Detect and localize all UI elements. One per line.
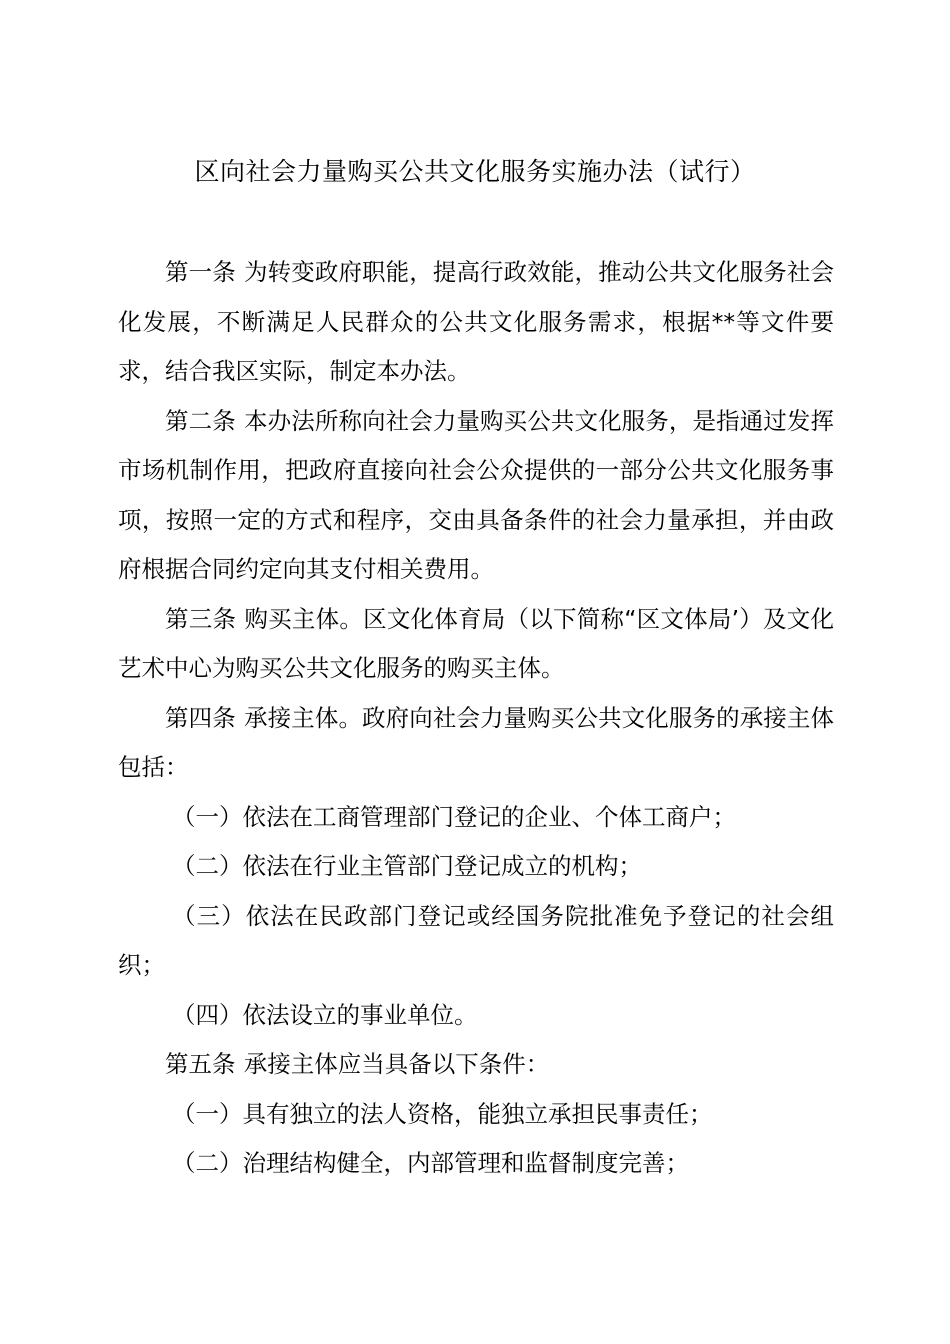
list-item — [118, 1090, 834, 1140]
document-body — [118, 248, 834, 1189]
list-item-text: （三）依法在民政部门登记或经国务院批准免予登记的社会组织； — [118, 901, 834, 979]
list-item-text: （四）依法设立的事业单位。 — [172, 1000, 478, 1029]
document-title: 区向社会力量购买公共文化服务实施办法（试行） — [194, 157, 756, 186]
article-text: 本办法所称向社会力量购买公共文化服务，是指通过发挥市场机制作用，把政府直接向社会公众提供的一部分公共文化服务事项，按照一定的方式和程序，交由具备条件的社会力量承担，并由政府根据合同约定向其支付相关费用。 — [118, 406, 835, 583]
article-5 — [118, 1040, 834, 1090]
list-item-text: （二）依法在行业主管部门登记成立的机构； — [172, 852, 643, 880]
article-2 — [118, 397, 834, 595]
article-label: 第五条 — [165, 1050, 236, 1078]
article-text: 为转变政府职能，提高行政效能，推动公共文化服务社会化发展，不断满足人民群众的公共文化服务需求，根据**等文件要求，结合我区实际，制定本办法。 — [118, 258, 835, 385]
article-label: 第一条 — [165, 258, 236, 286]
article-1 — [118, 248, 834, 397]
article-label: 第三条 — [165, 604, 237, 633]
article-4 — [118, 694, 834, 793]
list-item-text: （一）具有独立的法人资格，能独立承担民事责任； — [172, 1099, 713, 1128]
list-item — [118, 892, 834, 991]
article-text: 购买主体。区文化体育局（以下简称“区文体局’）及文化艺术中心为购买公共文化服务的购买主体。 — [118, 604, 834, 682]
list-item-text: （一）依法在工商管理部门登记的企业、个体工商户； — [172, 802, 737, 831]
article-text: 承接主体应当具备以下条件： — [243, 1050, 550, 1078]
list-item-text: （二）治理结构健全，内部管理和监督制度完善； — [172, 1149, 690, 1177]
list-item — [118, 991, 834, 1041]
list-item — [118, 1139, 834, 1189]
article-3 — [118, 595, 834, 694]
list-item — [118, 793, 834, 843]
article-label: 第二条 — [165, 406, 236, 435]
article-label: 第四条 — [165, 703, 236, 732]
list-item — [118, 842, 834, 892]
article-text: 承接主体。政府向社会力量购买公共文化服务的承接主体包括： — [118, 703, 835, 781]
